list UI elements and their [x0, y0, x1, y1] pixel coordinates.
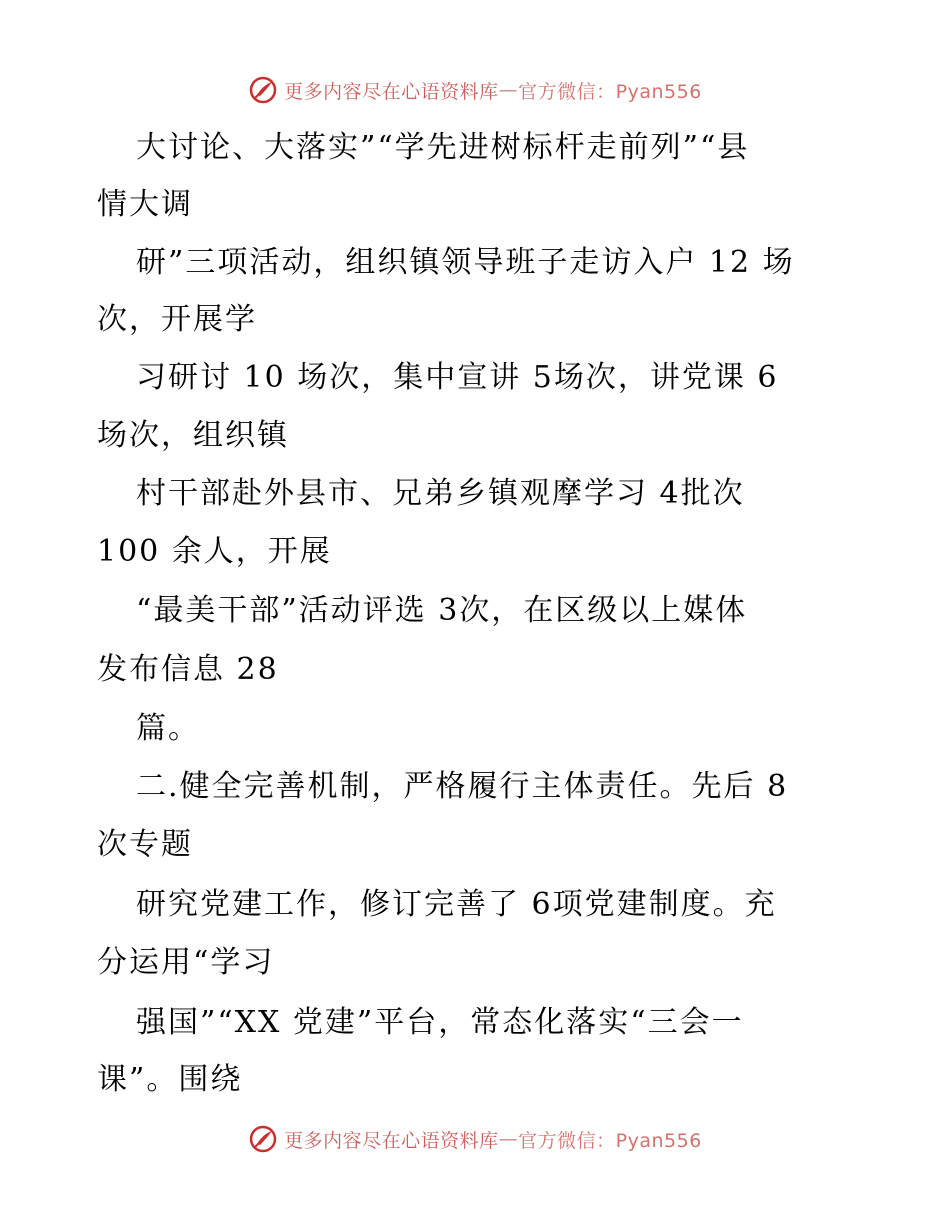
body-line: 发布信息 28 — [97, 652, 279, 687]
body-line: 村干部赴外县市、兄弟乡镇观摩学习 4批次 — [136, 476, 745, 511]
body-line: 次，开展学 — [97, 302, 257, 337]
body-line: 场次，组织镇 — [97, 418, 289, 453]
body-line: 研”三项活动，组织镇领导班子走访入户 12 场 — [136, 245, 795, 280]
body-line: 习研讨 10 场次，集中宣讲 5场次，讲党课 6 — [136, 360, 779, 395]
watermark-dash: — — [498, 79, 519, 101]
body-line: 大讨论、大落实”“学先进树标杆走前列”“县 — [136, 130, 750, 165]
watermark-main-text: 更多内容尽在心语资料库 — [284, 80, 499, 103]
body-line: 分运用“学习 — [97, 945, 275, 980]
watermark-dash: — — [498, 1128, 519, 1150]
body-line: 次专题 — [97, 827, 193, 862]
footer-watermark — [0, 1119, 950, 1159]
body-line: 100 余人，开展 — [97, 534, 332, 569]
body-line: “最美干部”活动评选 3次，在区级以上媒体 — [136, 593, 748, 628]
body-line: 二.健全完善机制，严格履行主体责任。先后 8 — [136, 769, 789, 804]
body-line: 课”。围绕 — [97, 1062, 243, 1097]
body-line: 研究党建工作，修订完善了 6项党建制度。充 — [136, 887, 777, 922]
body-line: 篇。 — [136, 711, 200, 746]
watermark-wechat-text: 官方微信：Pyan556 — [518, 80, 702, 103]
watermark-wechat-text: 官方微信：Pyan556 — [518, 1129, 702, 1152]
watermark-main-text: 更多内容尽在心语资料库 — [284, 1129, 499, 1152]
body-line: 强国”“XX 党建”平台，常态化落实“三会一 — [136, 1005, 744, 1040]
body-line: 情大调 — [97, 187, 193, 222]
quill-logo-icon — [248, 1124, 278, 1154]
